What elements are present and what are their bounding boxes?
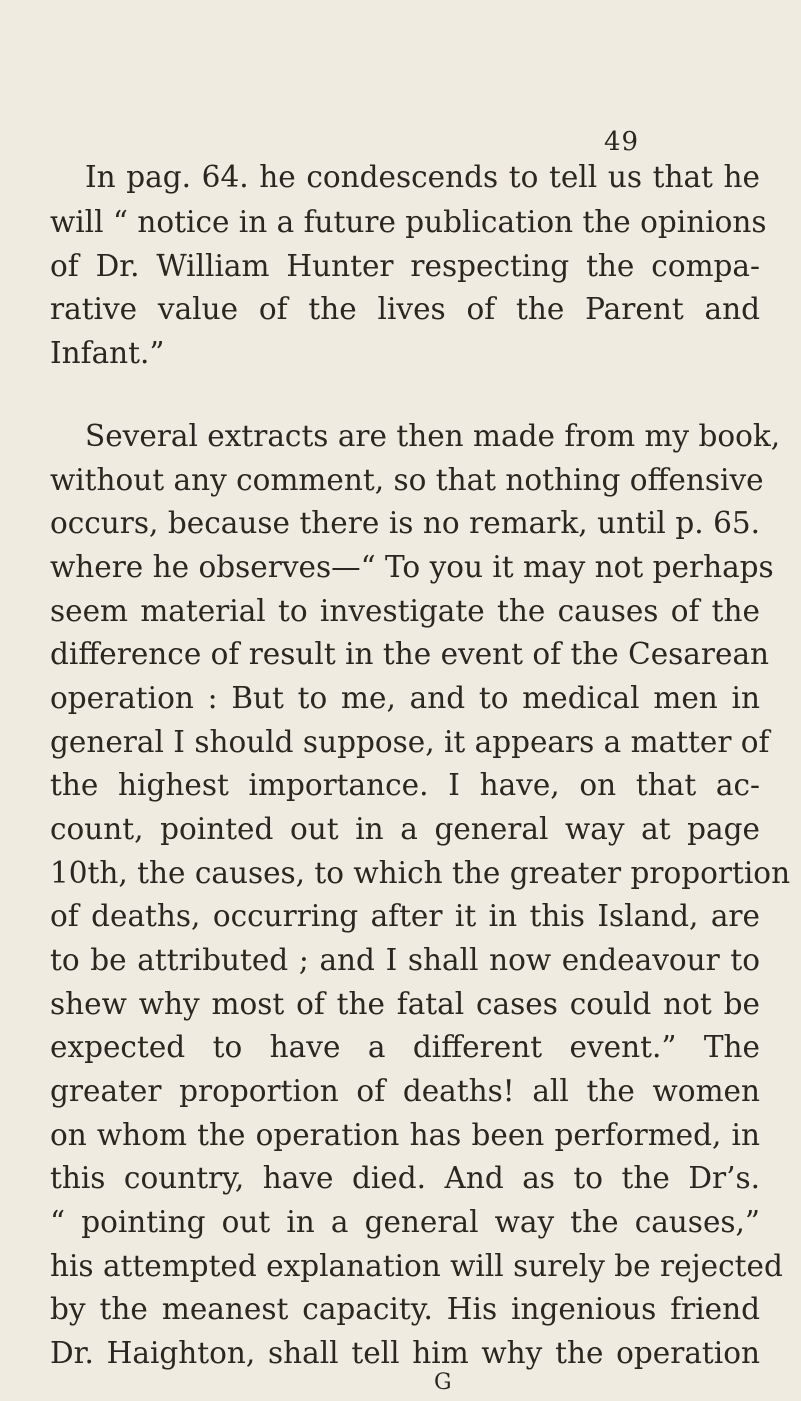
text-line: Infant.” xyxy=(50,336,165,370)
text-line: by the meanest capacity. His ingenious friend xyxy=(50,1292,760,1326)
text-line: the highest importance. I have, on that ac- xyxy=(50,768,760,802)
text-line: of deaths, occurring after it in this Island, are xyxy=(50,899,760,933)
text-line: of Dr. William Hunter respecting the compa- xyxy=(50,249,760,283)
text-line: rative value of the lives of the Parent and xyxy=(50,292,760,326)
text-line: difference of result in the event of the Cesarean xyxy=(50,637,770,671)
text-line: his attempted explanation will surely be rejected xyxy=(50,1249,783,1283)
text-line: this country, have died. And as to the Dr’s. xyxy=(50,1161,760,1195)
text-line: “ pointing out in a general way the causes,” xyxy=(50,1205,760,1239)
text-line: greater proportion of deaths! all the women xyxy=(50,1074,760,1108)
text-line: 10th, the causes, to which the greater proportion xyxy=(50,856,791,890)
text-line: seem material to investigate the causes of the xyxy=(50,594,760,628)
text-line: where he observes—“ To you it may not perhaps xyxy=(50,550,774,584)
signature-mark: G xyxy=(434,1370,452,1395)
text-line: Dr. Haighton, shall tell him why the operation xyxy=(50,1336,760,1370)
page-number: 49 xyxy=(604,127,640,157)
text-line: Several extracts are then made from my book, xyxy=(85,419,781,453)
text-line: without any comment, so that nothing offensive xyxy=(50,463,764,497)
text-line: general I should suppose, it appears a matter of xyxy=(50,725,770,759)
text-line: expected to have a different event.” The xyxy=(50,1030,760,1064)
text-line: count, pointed out in a general way at page xyxy=(50,812,760,846)
text-line: will “ notice in a future publication the opinions xyxy=(50,205,767,239)
text-line: operation : But to me, and to medical men in xyxy=(50,681,760,715)
text-line: shew why most of the fatal cases could not be xyxy=(50,987,760,1021)
text-line: to be attributed ; and I shall now endeavour to xyxy=(50,943,760,977)
text-line: occurs, because there is no remark, until p. 65. xyxy=(50,506,760,540)
text-line: on whom the operation has been performed, in xyxy=(50,1118,760,1152)
text-line: In pag. 64. he condescends to tell us that he xyxy=(85,160,760,194)
